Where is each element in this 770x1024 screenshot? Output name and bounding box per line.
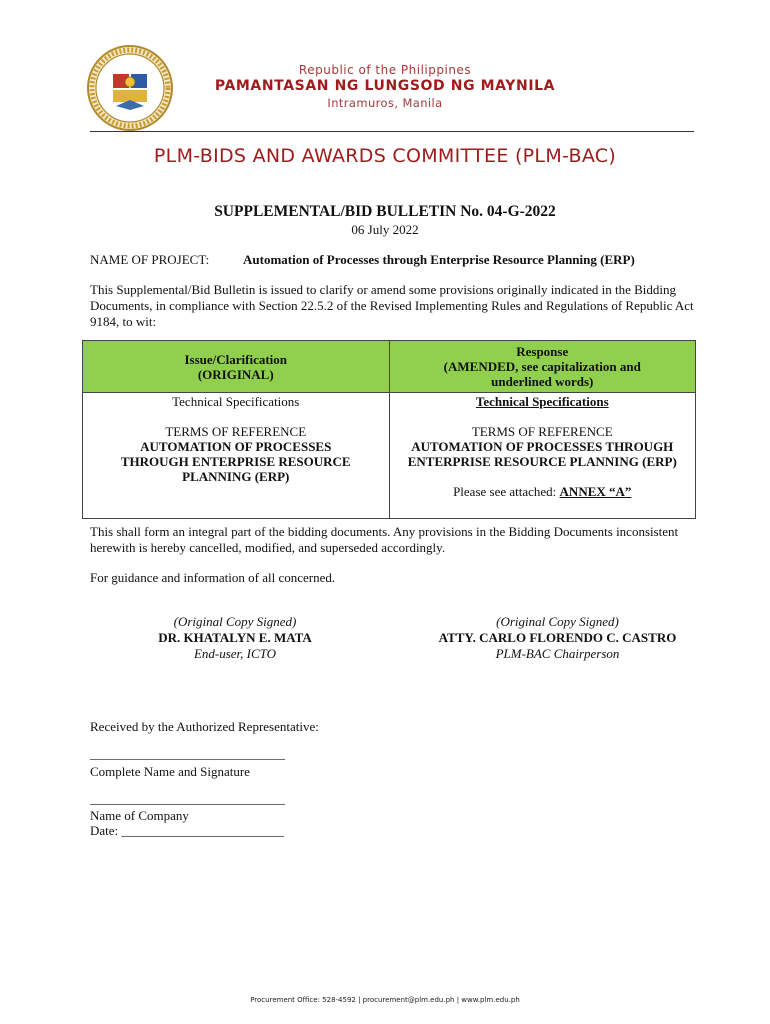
original-tor-title: AUTOMATION OF PROCESSES THROUGH ENTERPRISE RESOURCE PLANNING (ERP) (120, 439, 351, 484)
header-divider (90, 131, 694, 132)
original-tor-label: TERMS OF REFERENCE (165, 424, 307, 439)
signatory-right-name: ATTY. CARLO FLORENDO C. CASTRO (438, 630, 677, 645)
header-original (83, 341, 390, 393)
company-label: Name of Company (90, 808, 189, 823)
signatory-right-note: (Original Copy Signed) (496, 614, 619, 629)
intro-paragraph: This Supplemental/Bid Bulletin is issued to clarify or amend some provisions originally indicated in the Bidding Documents, in compliance with Section 22.5.2 of the Revised Implementing Rules and Regulations of Republic Act 9184, to wit: (90, 282, 694, 329)
original-section: Technical Specifications (172, 394, 300, 409)
bulletin-table (82, 340, 696, 519)
signatory-left (90, 614, 380, 662)
company-line: ______________________________ (90, 791, 285, 806)
integral-paragraph: This shall form an integral part of the bidding documents. Any provisions in the Bidding Documents inconsistent herewith is hereby cancelled, modified, and superseded accordingly. (90, 524, 679, 555)
university-location: Intramuros, Manila (327, 96, 443, 110)
table-row (83, 393, 696, 519)
header-original-subtitle: (ORIGINAL) (197, 366, 274, 382)
received-label: Received by the Authorized Representative: (90, 719, 319, 734)
response-tor-label: TERMS OF REFERENCE (471, 424, 613, 439)
bulletin-date: 06 July 2022 (351, 222, 419, 237)
signatory-right (405, 614, 710, 662)
response-cell (389, 393, 696, 519)
date-field: Date: _________________________ (90, 823, 284, 838)
signatory-right-role: PLM-BAC Chairperson (495, 646, 620, 661)
attachment-prefix: Please see attached: (453, 484, 560, 499)
header-response-title: Response (516, 344, 569, 359)
header-response-subtitle: (AMENDED, see capitalization and underlined words) (443, 359, 641, 389)
response-tor-title: AUTOMATION OF PROCESSES THROUGH ENTERPRISE RESOURCE PLANNING (ERP) (407, 439, 677, 469)
response-attachment (390, 484, 696, 499)
university-name: PAMANTASAN NG LUNGSOD NG MAYNILA (214, 78, 556, 94)
project-label: NAME OF PROJECT: (90, 252, 210, 267)
header-response (389, 341, 696, 393)
signatory-left-role: End-user, ICTO (193, 646, 277, 661)
guidance-paragraph: For guidance and information of all concerned. (90, 570, 336, 585)
signatory-left-note: (Original Copy Signed) (173, 614, 297, 629)
bulletin-title: SUPPLEMENTAL/BID BULLETIN No. 04-G-2022 (214, 203, 556, 220)
header-original-title: Issue/Clarification (184, 351, 288, 367)
table-header-row (83, 341, 696, 393)
signatory-left-name: DR. KHATALYN E. MATA (158, 630, 312, 645)
complete-name-label: Complete Name and Signature (90, 764, 250, 779)
annex-label: ANNEX “A” (559, 484, 632, 499)
republic-line: Republic of the Philippines (298, 63, 472, 77)
original-cell (83, 393, 390, 519)
page-footer: Procurement Office: 528-4592 | procurement@plm.edu.ph | www.plm.edu.ph (250, 996, 520, 1004)
response-section: Technical Specifications (475, 394, 609, 409)
signature-line: ______________________________ (90, 746, 285, 761)
committee-title: PLM-BIDS AND AWARDS COMMITTEE (PLM-BAC) (153, 145, 617, 167)
project-name: Automation of Processes through Enterprise Resource Planning (ERP) (243, 252, 635, 267)
